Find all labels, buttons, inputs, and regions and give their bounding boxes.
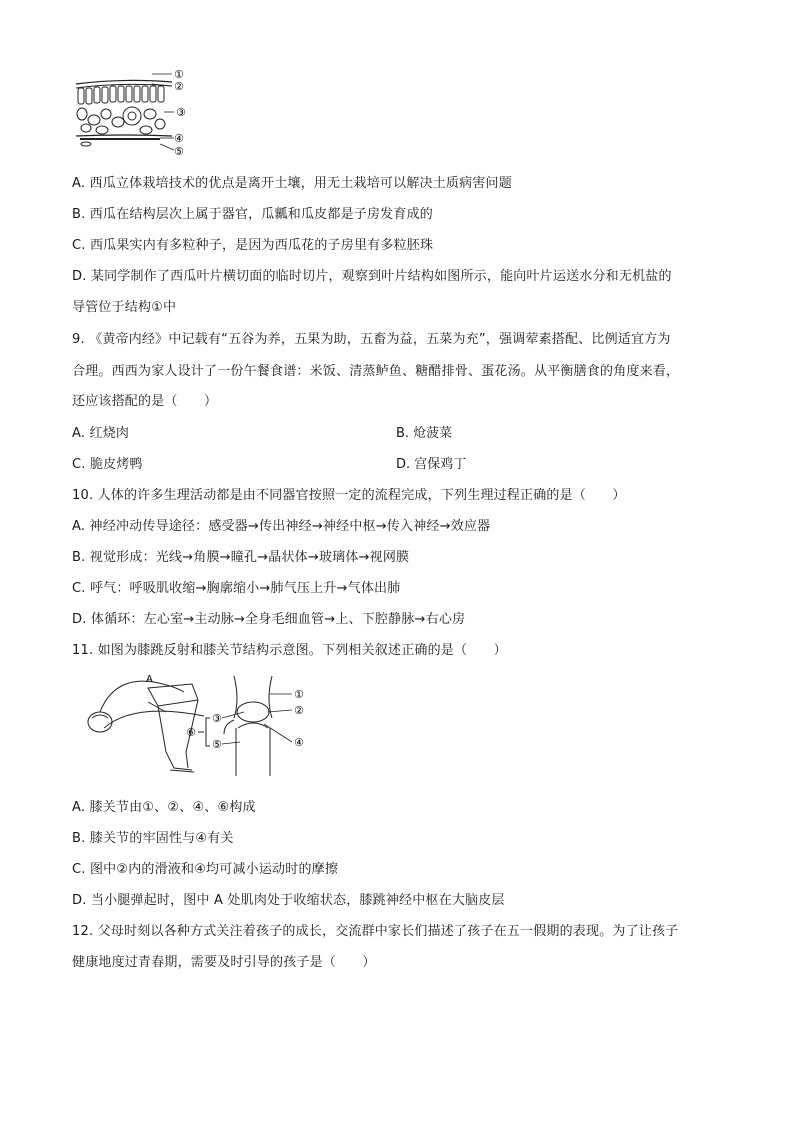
q8-option-d-line2: 导管位于结构①中: [72, 300, 177, 315]
leaf-label-2: ②: [174, 80, 184, 93]
leaf-cross-section-figure: [72, 64, 192, 160]
q9-option-d: D. 宫保鸡丁: [396, 457, 467, 472]
q12-stem-line2: 健康地度过青春期，需要及时引导的孩子是（ ）: [72, 955, 376, 970]
q10-option-b: B. 视觉形成：光线→角膜→瞳孔→晶状体→玻璃体→视网膜: [72, 550, 410, 565]
q10-option-c: C. 呼气：呼吸肌收缩→胸廓缩小→肺气压上升→气体出肺: [72, 581, 401, 596]
q11-option-d: D. 当小腿弹起时，图中 A 处肌肉处于收缩状态，膝跳神经中枢在大脑皮层: [72, 893, 505, 908]
knee-label-3: ③: [212, 712, 222, 725]
q10-option-a: A. 神经冲动传导途径：感受器→传出神经→神经中枢→传入神经→效应器: [72, 519, 491, 534]
q9-option-c: C. 脆皮烤鸭: [72, 457, 143, 472]
q8-option-d-line1: D. 某同学制作了西瓜叶片横切面的临时切片，观察到叶片结构如图所示，能向叶片运送水分和无机盐的: [72, 269, 672, 284]
q11-option-b: B. 膝关节的牢固性与④有关: [72, 831, 234, 846]
leaf-label-3: ③: [176, 106, 186, 119]
q9-option-b: B. 炝菠菜: [396, 426, 453, 441]
q9-option-a: A. 红烧肉: [72, 426, 130, 441]
q8-option-b: B. 西瓜在结构层次上属于器官，瓜瓤和瓜皮都是子房发育成的: [72, 207, 433, 222]
q11-option-c: C. 图中②内的滑液和④均可减小运动时的摩擦: [72, 862, 339, 877]
knee-label-5: ⑤: [212, 738, 222, 751]
q8-option-a: A. 西瓜立体栽培技术的优点是离开土壤，用无土栽培可以解决土质病害问题: [72, 176, 512, 191]
q11-stem: 11. 如图为膝跳反射和膝关节结构示意图。下列相关叙述正确的是（ ）: [72, 643, 507, 658]
q11-option-a: A. 膝关节由①、②、④、⑥构成: [72, 800, 256, 815]
knee-label-2: ②: [294, 704, 304, 717]
q9-stem-line1: 9. 《黄帝内经》中记载有“五谷为养，五果为助，五畜为益，五菜为充”，强调荤素搭配、比例适宜方为: [72, 332, 671, 347]
q8-option-c: C. 西瓜果实内有多粒种子，是因为西瓜花的子房里有多粒胚珠: [72, 238, 434, 253]
knee-diagram: [74, 672, 324, 782]
leaf-label-5: ⑤: [174, 145, 184, 158]
leaf-label-4: ④: [174, 132, 184, 145]
knee-label-4: ④: [294, 736, 304, 749]
knee-label-6: ⑥: [186, 726, 196, 739]
leaf-diagram: [72, 64, 192, 160]
knee-label-1: ①: [294, 688, 304, 701]
leaf-label-1: ①: [174, 68, 184, 81]
q10-stem: 10. 人体的许多生理活动都是由不同器官按照一定的流程完成，下列生理过程正确的是（ ）: [72, 488, 626, 503]
knee-reflex-figure: [74, 672, 324, 782]
q9-stem-line3: 还应该搭配的是（ ）: [72, 394, 218, 409]
q10-option-d: D. 体循环：左心室→主动脉→全身毛细血管→上、下腔静脉→右心房: [72, 612, 466, 627]
q12-stem-line1: 12. 父母时刻以各种方式关注着孩子的成长，交流群中家长们描述了孩子在五一假期的表现。为了让孩子: [72, 924, 679, 939]
knee-point-a: A: [146, 674, 153, 685]
q9-stem-line2: 合理。西西为家人设计了一份午餐食谱：米饭、清蒸鲈鱼、糖醋排骨、蛋花汤。从平衡膳食的角度来看，: [72, 364, 680, 379]
